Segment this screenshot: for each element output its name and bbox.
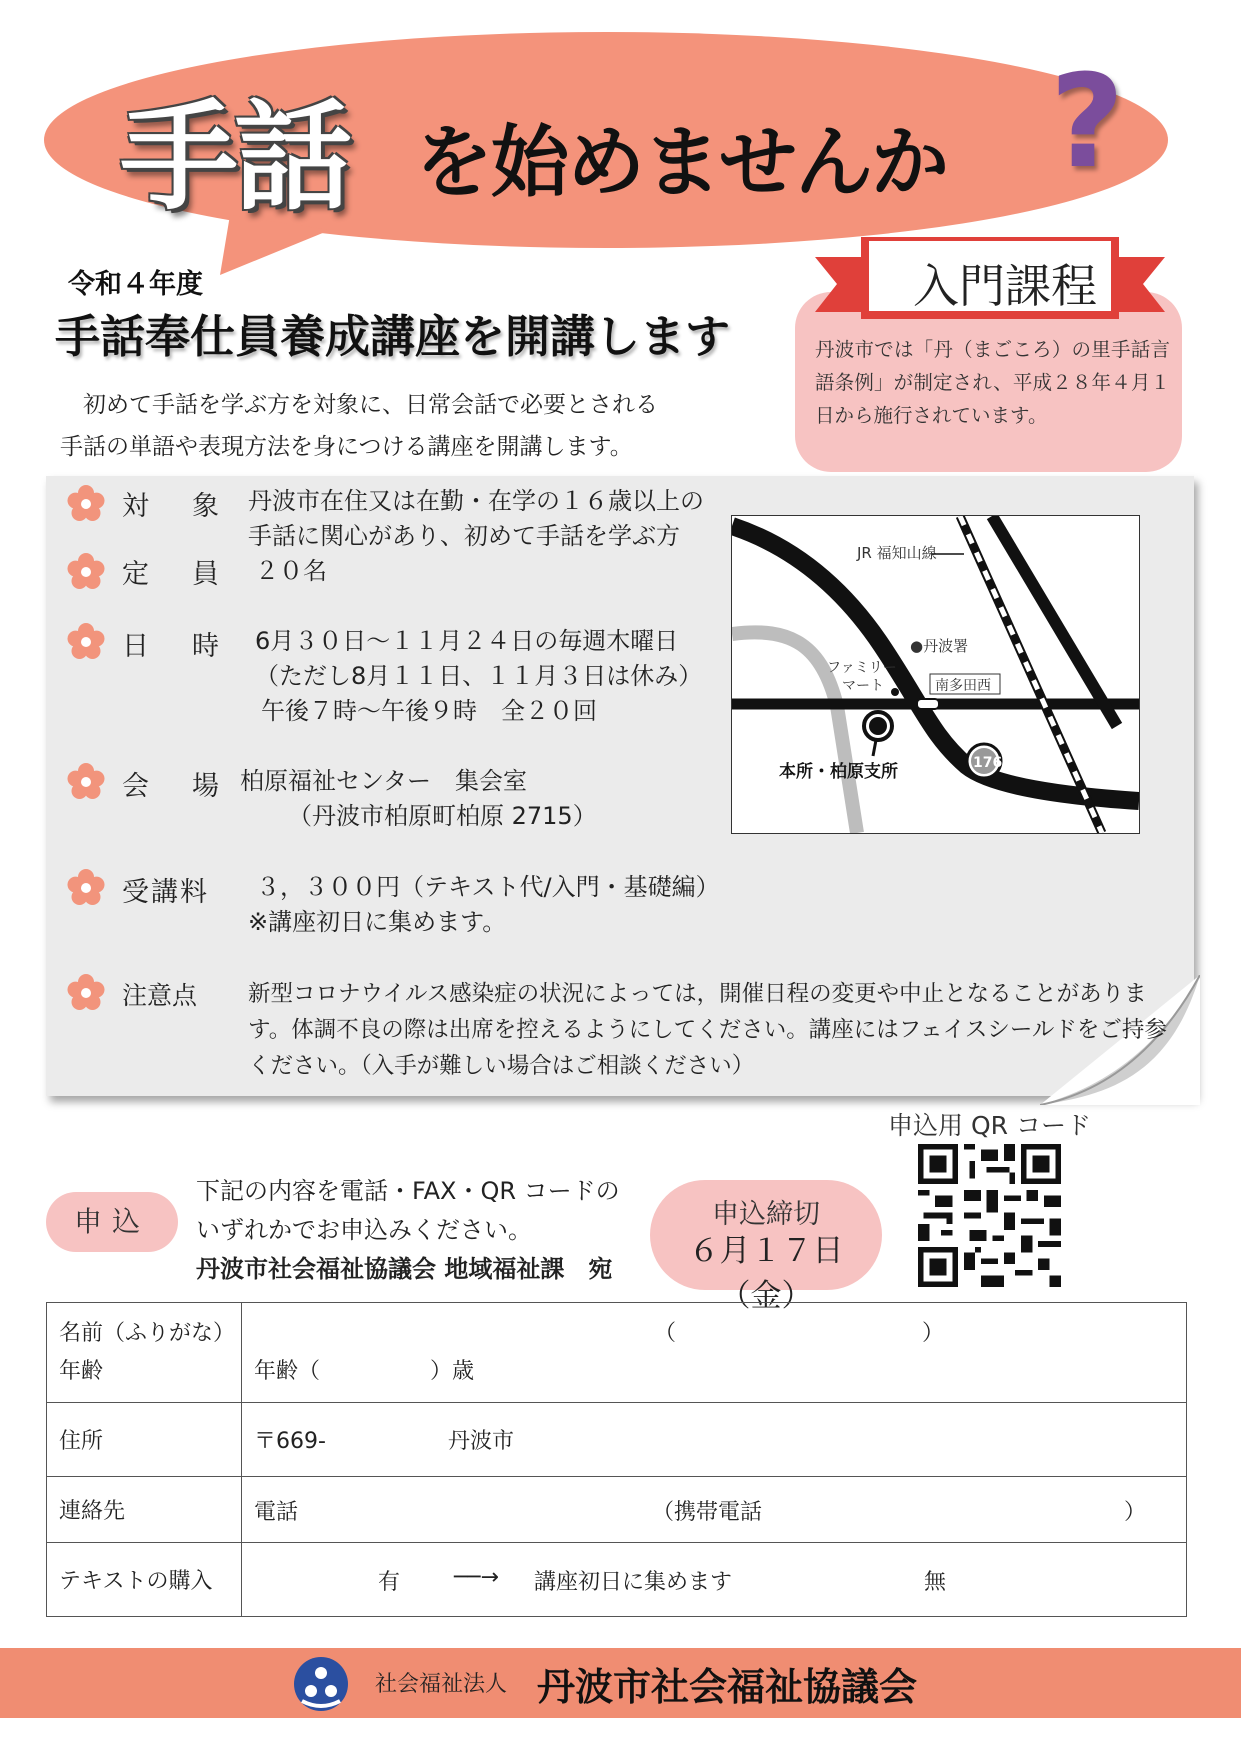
flower-icon <box>66 552 106 592</box>
map-route-number: 176 <box>973 755 1003 771</box>
notes-line-1: 新型コロナウイルス感染症の状況によっては，開催日程の変更や中止となることがありま <box>248 981 1147 1007</box>
application-form <box>46 1302 1187 1617</box>
question-mark: ? <box>1050 48 1125 197</box>
apply-line-2: いずれかでお申込みください。 <box>196 1216 532 1244</box>
mobile-close: ） <box>1124 1499 1147 1525</box>
intro-line-1: 初めて手話を学ぶ方を対象に、日常会話で必要とされる <box>60 392 658 418</box>
fiscal-year: 令和４年度 <box>68 269 203 300</box>
datetime-line-2: （ただし8月１１日、１１月３日は休み） <box>255 662 703 690</box>
name-input-cell[interactable] <box>242 1303 1187 1403</box>
qr-label: 申込用 QR コード <box>888 1111 1091 1140</box>
notes-label: 注意点 <box>122 981 198 1010</box>
flower-icon <box>66 973 106 1013</box>
title-rest: を始めませんか <box>415 118 948 208</box>
corporation-type: 社会福祉法人 <box>375 1672 508 1697</box>
notes-line-3: ください。（入手が難しい場合はご相談ください） <box>248 1053 755 1079</box>
furigana-field[interactable] <box>254 1315 1174 1353</box>
flower-icon <box>66 868 106 908</box>
course-title: 手話奉仕員養成講座を開講します <box>55 310 731 363</box>
venue-line-1: 柏原福祉センター 集会室 <box>240 767 528 795</box>
map-railway-label: JR 福知山線 <box>857 544 937 562</box>
furigana-open: （ <box>654 1320 677 1346</box>
qr-code[interactable] <box>918 1144 1061 1287</box>
textbook-yes-option[interactable]: 有 <box>378 1569 401 1595</box>
map-store-line-1: ファミリー <box>827 660 897 676</box>
venue-pin-icon <box>864 712 892 756</box>
textbook-label: テキストの購入 <box>47 1543 242 1617</box>
deadline-date: ６月１７日（金） <box>688 1233 844 1314</box>
address-label: 住所 <box>47 1403 242 1477</box>
flower-icon <box>66 622 106 662</box>
fee-line-2: ※講座初日に集めます。 <box>248 908 507 936</box>
flower-icon <box>66 484 106 524</box>
contact-input-cell[interactable] <box>242 1477 1187 1543</box>
venue-line-2: （丹波市柏原町柏原 2715） <box>288 802 597 830</box>
course-level-label: 入門課程 <box>913 259 1097 313</box>
fee-value <box>248 870 808 940</box>
address-input-cell[interactable] <box>242 1403 1187 1477</box>
venue-value <box>240 764 720 834</box>
phone-label: 電話 <box>254 1499 299 1525</box>
name-label-cell <box>47 1303 242 1403</box>
furigana-close: ） <box>922 1320 945 1346</box>
form-row-name <box>47 1303 1187 1403</box>
notes-line-2: す。体調不良の際は出席を控えるようにしてください。講座にはフェイスシールドをご持参 <box>248 1017 1167 1043</box>
textbook-input-cell[interactable] <box>242 1543 1187 1617</box>
form-row-contact <box>47 1477 1187 1543</box>
contact-label: 連絡先 <box>47 1477 242 1543</box>
target-value <box>248 484 728 554</box>
title-sign-language: 手話 <box>120 88 349 226</box>
map-intersection-label: 南多田西 <box>935 678 991 694</box>
target-line-1: 丹波市在住又は在勤・在学の１６歳以上の <box>248 487 704 515</box>
organization-name: 丹波市社会福祉協議会 <box>537 1665 918 1709</box>
age-label: 年齢 <box>59 1358 104 1384</box>
capacity-label: 定 員 <box>122 559 227 590</box>
form-row-address <box>47 1403 1187 1477</box>
access-map <box>731 515 1140 834</box>
apply-badge: 申込 <box>46 1192 178 1252</box>
apply-line-1: 下記の内容を電話・FAX・QR コードの <box>196 1177 620 1205</box>
textbook-collect-note: 講座初日に集めます <box>534 1569 733 1595</box>
flower-icon <box>66 762 106 802</box>
map-store-line-2: マート <box>842 678 884 694</box>
map-police-label: ●丹波署 <box>910 637 969 655</box>
textbook-no-option[interactable]: 無 <box>924 1569 947 1595</box>
venue-label: 会 場 <box>122 771 227 802</box>
datetime-line-3: 午後７時～午後９時 全２０回 <box>261 697 597 725</box>
datetime-value <box>255 624 735 729</box>
ordinance-text: 丹波市では「丹（まごころ）の里手話言語条例」が制定され、平成２８年４月１日から施行されています。 <box>815 338 1170 427</box>
apply-instructions <box>196 1172 656 1289</box>
intro-text <box>60 384 720 468</box>
notes-value <box>248 976 1198 1084</box>
target-label: 対 象 <box>122 491 227 522</box>
fee-line-1: ３，３００円（テキスト代/入門・基礎編） <box>256 873 720 901</box>
apply-recipient: 丹波市社会福祉協議会 地域福祉課 宛 <box>196 1255 613 1283</box>
datetime-line-1: 6月３０日～１１月２４日の毎週木曜日 <box>255 627 679 655</box>
form-row-textbook <box>47 1543 1187 1617</box>
datetime-label: 日 時 <box>122 631 227 662</box>
council-logo-icon <box>292 1655 350 1713</box>
intro-line-2: 手話の単語や表現方法を身につける講座を開講します。 <box>60 434 633 460</box>
city-prefix: 丹波市 <box>447 1429 514 1454</box>
age-field[interactable]: 年齢（ ）歳 <box>254 1358 475 1384</box>
postal-prefix: 〒669- <box>254 1429 326 1454</box>
capacity-value: ２０名 <box>255 557 327 585</box>
name-label: 名前（ふりがな） <box>59 1320 236 1346</box>
mobile-label: （携帯電話 <box>652 1499 763 1525</box>
arrow-right-icon: ──→ <box>454 1564 499 1590</box>
deadline-label: 申込締切 <box>712 1199 820 1230</box>
map-venue-label: 本所・柏原支所 <box>779 762 898 782</box>
fee-label: 受講料 <box>122 877 209 908</box>
target-line-2: 手話に関心があり、初めて手話を学ぶ方 <box>248 522 680 550</box>
